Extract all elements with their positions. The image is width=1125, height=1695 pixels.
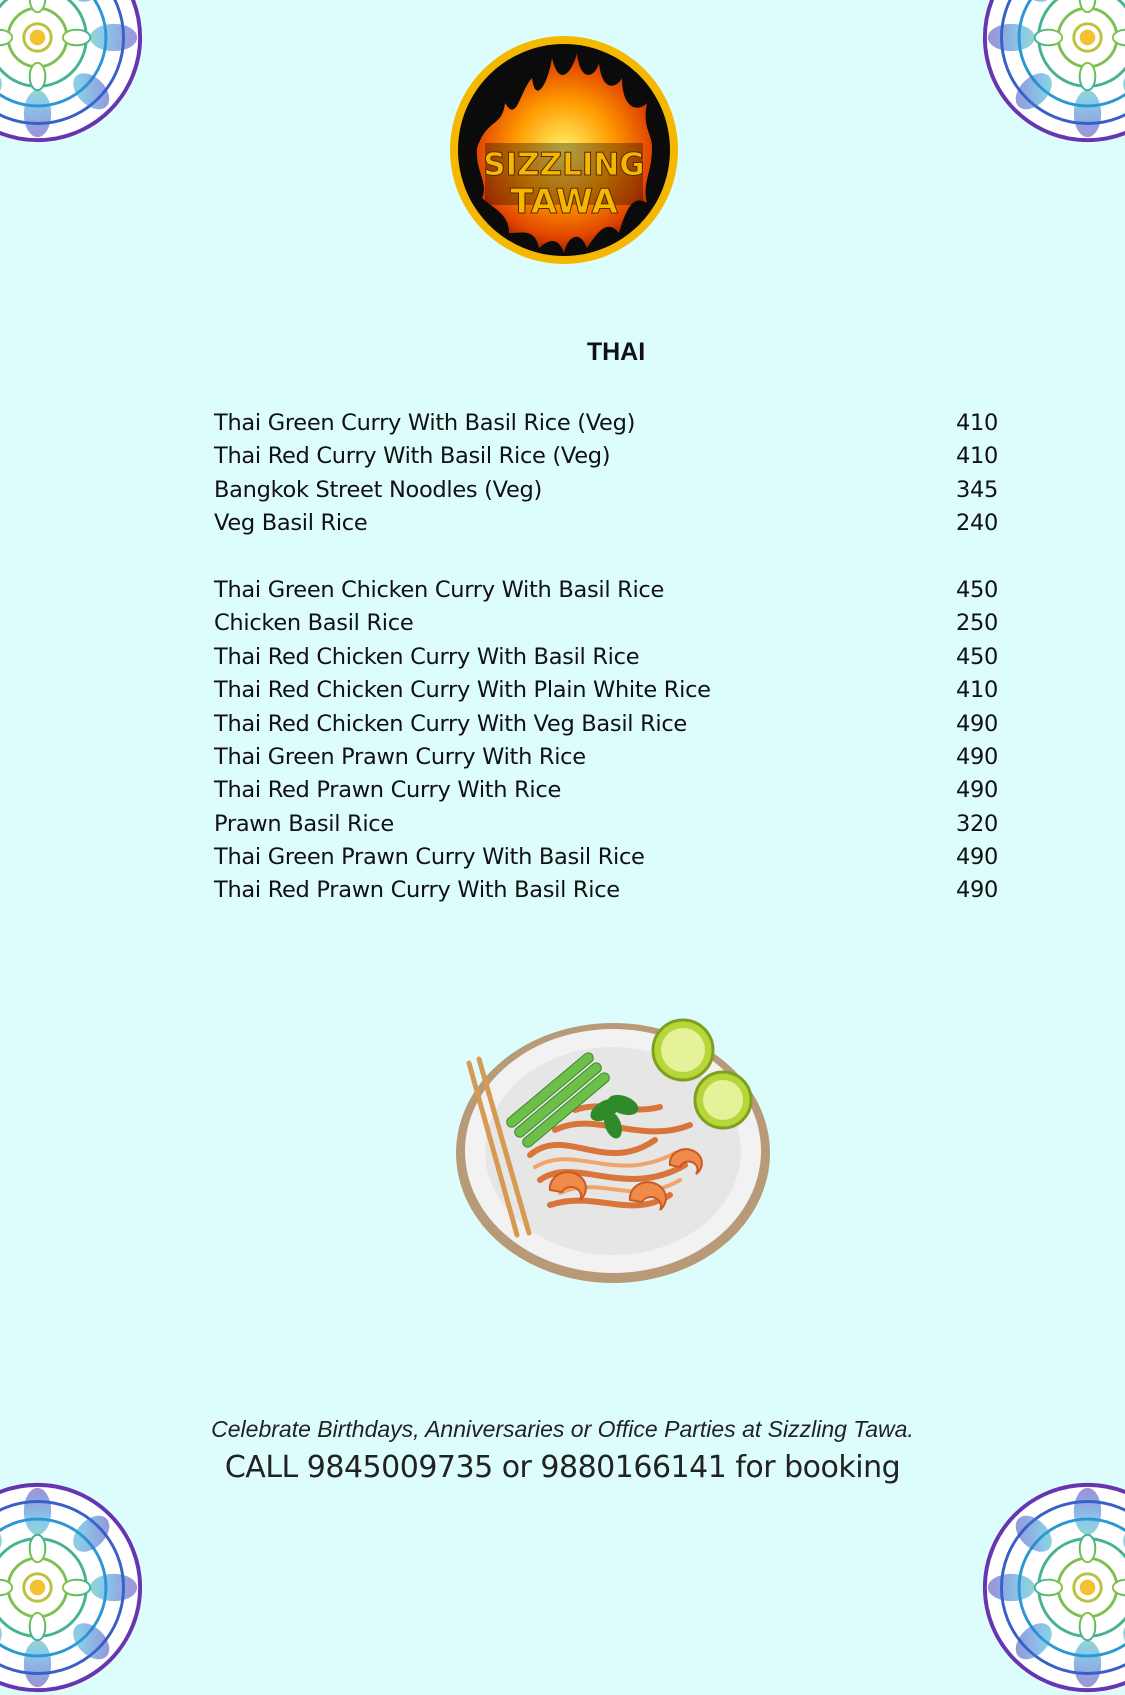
item-name: Veg Basil Rice: [214, 510, 368, 537]
mandala-icon: [980, 1480, 1125, 1695]
section-gap: [214, 544, 998, 577]
item-price: 320: [955, 810, 998, 837]
mandala-icon: [980, 0, 1125, 145]
item-name: Chicken Basil Rice: [214, 610, 414, 637]
svg-text:TAWA: TAWA: [510, 182, 618, 222]
menu-item: [214, 844, 998, 877]
menu-item: [214, 510, 998, 543]
menu-item: [214, 677, 998, 710]
item-name: Thai Green Curry With Basil Rice (Veg): [214, 410, 636, 436]
section-title: THAI: [586, 338, 646, 366]
item-price: 410: [955, 410, 998, 436]
restaurant-logo: [447, 33, 681, 267]
menu-item: [214, 410, 998, 443]
item-price: 490: [955, 877, 998, 904]
item-name: Thai Red Chicken Curry With Veg Basil Rice: [214, 710, 687, 737]
item-price: 410: [955, 443, 998, 470]
menu-item: [214, 711, 998, 744]
item-price: 250: [955, 610, 998, 637]
item-name: Thai Red Chicken Curry With Basil Rice: [214, 643, 640, 670]
item-price: 240: [955, 510, 998, 537]
menu-item: [214, 477, 998, 510]
item-name: Thai Green Chicken Curry With Basil Rice: [214, 576, 665, 603]
item-price: 490: [955, 777, 998, 804]
item-name: Thai Green Prawn Curry With Rice: [214, 743, 586, 770]
menu-item: [214, 877, 998, 910]
menu-list: [214, 410, 998, 911]
menu-item: [214, 610, 998, 643]
footer-tagline: Celebrate Birthdays, Anniversaries or Office Parties at Sizzling Tawa.: [211, 1416, 914, 1442]
item-name: Bangkok Street Noodles (Veg): [214, 476, 543, 503]
item-name: Thai Red Prawn Curry With Basil Rice: [214, 877, 620, 904]
item-price: 450: [955, 576, 998, 603]
menu-item: [214, 577, 998, 610]
item-name: Prawn Basil Rice: [214, 810, 394, 837]
item-price: 490: [955, 743, 998, 770]
mandala-icon: [0, 1480, 145, 1695]
menu-item: [214, 443, 998, 476]
item-price: 410: [955, 677, 998, 704]
menu-item: [214, 777, 998, 810]
item-name: Thai Red Chicken Curry With Plain White Rice: [214, 677, 711, 704]
menu-item: [214, 744, 998, 777]
item-name: Thai Green Prawn Curry With Basil Rice: [214, 844, 645, 871]
booking-phone-line: CALL 9845009735 or 9880166141 for booking: [224, 1450, 901, 1485]
menu-item: [214, 811, 998, 844]
svg-text:SIZZLING: SIZZLING: [483, 147, 645, 183]
item-name: Thai Red Curry With Basil Rice (Veg): [214, 443, 611, 470]
item-price: 345: [955, 476, 998, 503]
mandala-icon: [0, 0, 145, 145]
menu-item: [214, 644, 998, 677]
item-name: Thai Red Prawn Curry With Rice: [214, 777, 562, 804]
item-price: 490: [955, 710, 998, 737]
pad-thai-image: [455, 1015, 775, 1285]
item-price: 450: [955, 643, 998, 670]
item-price: 490: [955, 844, 998, 871]
